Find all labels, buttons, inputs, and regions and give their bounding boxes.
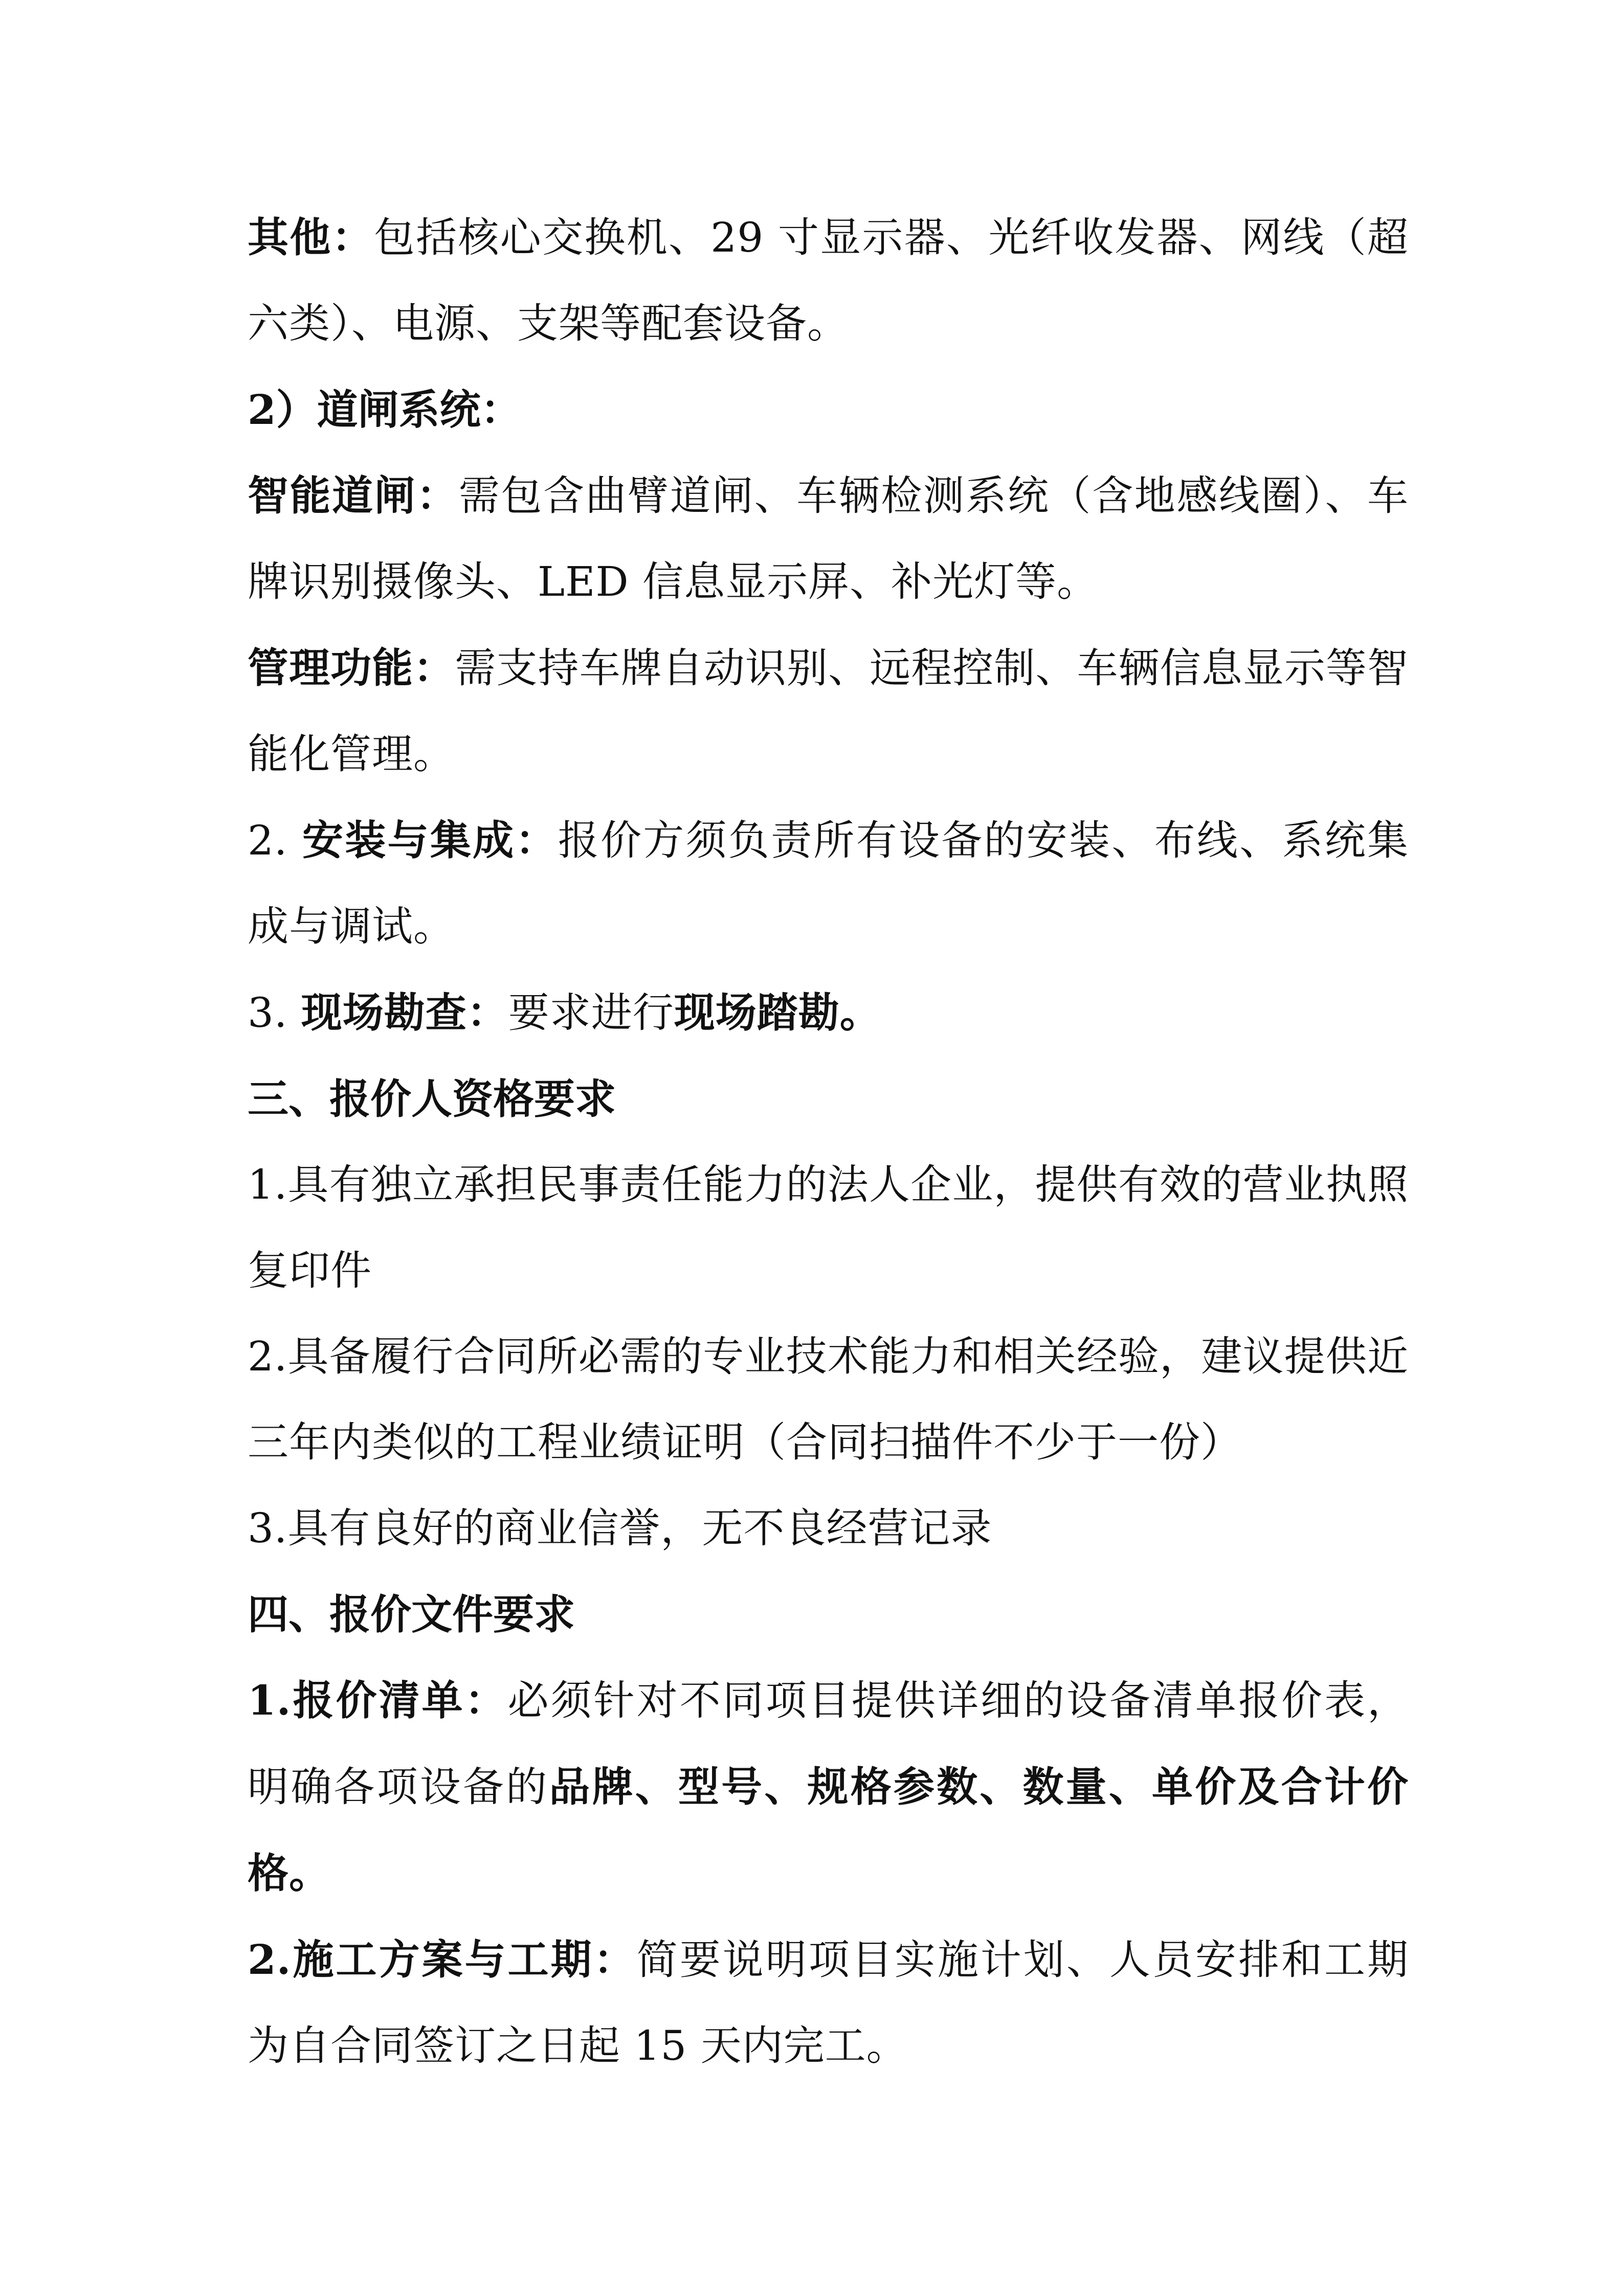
text-management: 需支持车牌自动识别、远程控制、车辆信息显示等智能化管理。 — [248, 644, 1409, 778]
qualification-item: 3.具有良好的商业信誉，无不良经营记录 — [248, 1504, 992, 1552]
text-survey: 要求进行 — [508, 989, 674, 1037]
text-schedule: 简要说明项目实施计划、人员安排和工期为自合同签订之日起 15 天内完工。 — [248, 1936, 1409, 2069]
document-body — [248, 194, 1409, 2089]
qualification-item: 2.具备履行合同所必需的专业技术能力和相关经验，建议提供近三年内类似的工程业绩证明（合同扫描件不少于一份） — [248, 1333, 1409, 1466]
label-survey: 现场勘查： — [301, 988, 508, 1037]
paragraph-quote-list — [248, 1657, 1409, 1917]
paragraph-install — [248, 797, 1409, 970]
text-install: 报价方须负责所有设备的安装、布线、系统集成与调试。 — [248, 817, 1409, 950]
qualification-item: 1.具有独立承担民事责任能力的法人企业，提供有效的营业执照复印件 — [248, 1161, 1409, 1294]
heading-quote-docs: 四、报价文件要求 — [248, 1590, 575, 1638]
bold-quote-list: 品牌、型号、规格参数、数量、单价及合计价格。 — [248, 1763, 1409, 1897]
label-quote-list: 1.报价清单： — [248, 1676, 508, 1724]
paragraph-schedule — [248, 1917, 1409, 2089]
label-schedule: 2.施工方案与工期： — [248, 1935, 637, 1984]
num-survey: 3. — [248, 989, 301, 1037]
label-install: 安装与集成： — [302, 816, 558, 864]
paragraph-other — [248, 194, 1409, 367]
label-smart-gate: 智能道闸： — [248, 471, 459, 520]
heading-qualification: 三、报价人资格要求 — [248, 1075, 616, 1123]
bold-survey: 现场踏勘。 — [674, 988, 881, 1037]
num-install: 2. — [248, 817, 303, 864]
heading-gate-system: 2）道闸系统： — [248, 386, 522, 434]
paragraph-smart-gate — [248, 453, 1409, 625]
label-management: 管理功能： — [248, 644, 455, 692]
paragraph-management — [248, 625, 1409, 797]
text-quote-list: 必须针对不同项目提供详细的设备清单报价表，明确各项设备的 — [248, 1677, 1409, 1811]
text-other: 包括核心交换机、29 寸显示器、光纤收发器、网线（超六类）、电源、支架等配套设备。 — [248, 214, 1409, 347]
paragraph-survey — [248, 970, 1409, 1056]
label-other: 其他： — [248, 213, 374, 261]
text-smart-gate: 需包含曲臂道闸、车辆检测系统（含地感线圈）、车牌识别摄像头、LED 信息显示屏、补光灯等。 — [248, 472, 1409, 605]
